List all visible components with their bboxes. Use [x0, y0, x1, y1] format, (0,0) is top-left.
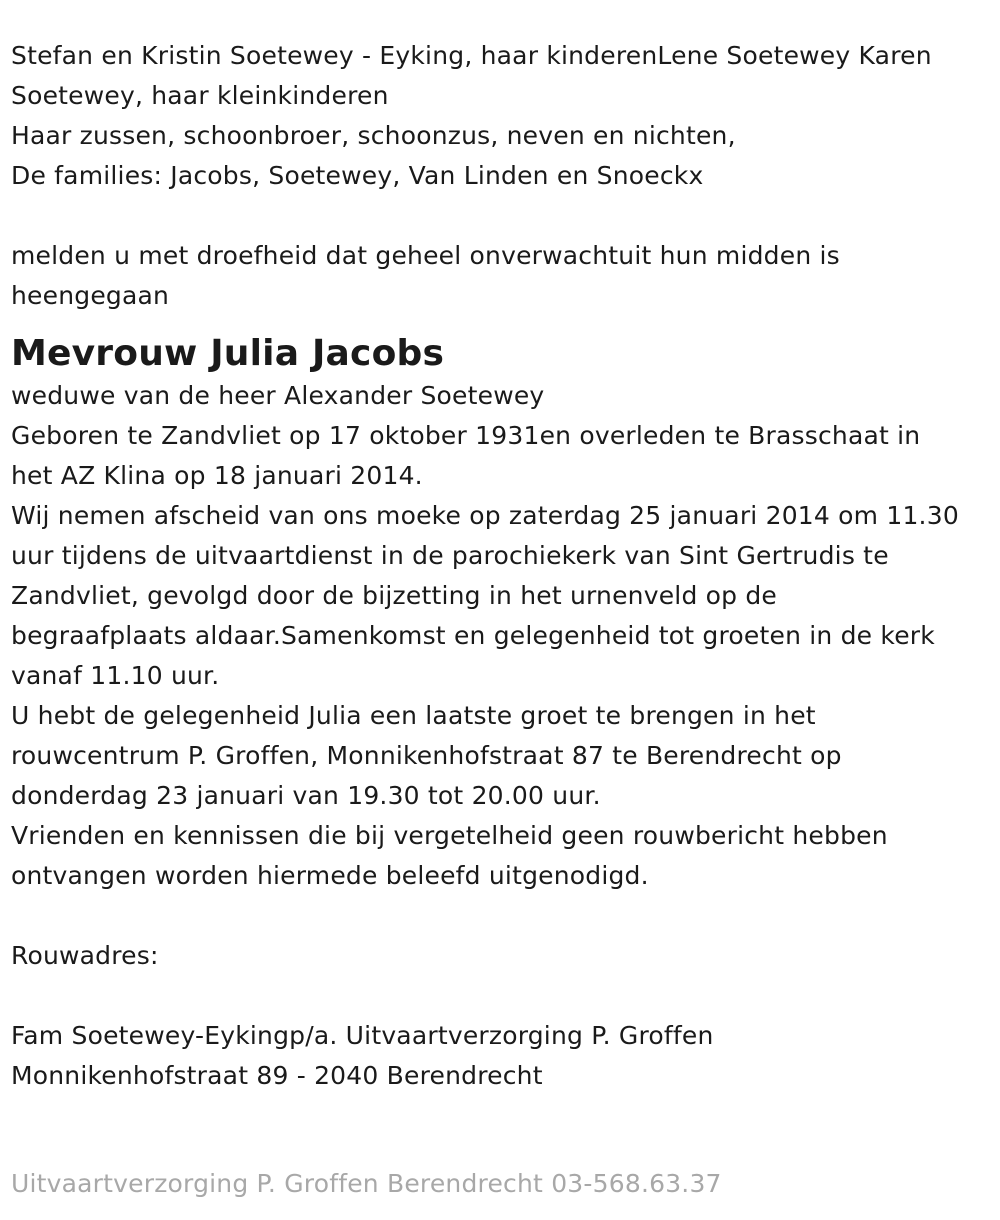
funeral-home-footer: Uitvaartverzorging P. Groffen Berendrecht 03-568.63.37	[11, 1169, 722, 1198]
deceased-name: Mevrouw Julia Jacobs	[11, 333, 445, 374]
deceased-line-6: Zandvliet, gevolgd door de bijzetting in het urnenveld op de	[11, 581, 778, 610]
deceased-line-4: Wij nemen afscheid van ons moeke op zaterdag 25 januari 2014 om 11.30	[11, 501, 959, 530]
deceased-line-13: ontvangen worden hiermede beleefd uitgenodigd.	[11, 861, 649, 890]
spacer	[11, 976, 990, 1016]
deceased-line-11: donderdag 23 januari van 19.30 tot 20.00 uur.	[11, 781, 601, 810]
address-line-2: Monnikenhofstraat 89 - 2040 Berendrecht	[11, 1061, 543, 1090]
deceased-line-12: Vrienden en kennissen die bij vergetelheid geen rouwbericht hebben	[11, 821, 888, 850]
deceased-line-3: het AZ Klina op 18 januari 2014.	[11, 461, 423, 490]
deceased-line-5: uur tijdens de uitvaartdienst in de parochiekerk van Sint Gertrudis te	[11, 541, 889, 570]
spacer	[11, 196, 990, 236]
deceased-line-8: vanaf 11.10 uur.	[11, 661, 220, 690]
announcement-line-1: melden u met droefheid dat geheel onverwachtuit hun midden is	[11, 241, 840, 270]
spacer	[11, 896, 990, 936]
deceased-line-10: rouwcentrum P. Groffen, Monnikenhofstraat 87 te Berendrecht op	[11, 741, 842, 770]
deceased-line-1: weduwe van de heer Alexander Soetewey	[11, 381, 545, 410]
family-line-2: Soetewey, haar kleinkinderen	[11, 81, 389, 110]
deceased-line-9: U hebt de gelegenheid Julia een laatste groet te brengen in het	[11, 701, 816, 730]
address-line-1: Fam Soetewey-Eykingp/a. Uitvaartverzorging P. Groffen	[11, 1021, 714, 1050]
address-label: Rouwadres:	[11, 941, 159, 970]
deceased-line-7: begraafplaats aldaar.Samenkomst en gelegenheid tot groeten in de kerk	[11, 621, 935, 650]
family-line-3: Haar zussen, schoonbroer, schoonzus, neven en nichten,	[11, 121, 736, 150]
announcement-line-2: heengegaan	[11, 281, 170, 310]
family-line-4: De families: Jacobs, Soetewey, Van Linden en Snoeckx	[11, 161, 704, 190]
family-line-1: Stefan en Kristin Soetewey - Eyking, haar kinderenLene Soetewey Karen	[11, 41, 932, 70]
deceased-line-2: Geboren te Zandvliet op 17 oktober 1931en overleden te Brasschaat in	[11, 421, 921, 450]
